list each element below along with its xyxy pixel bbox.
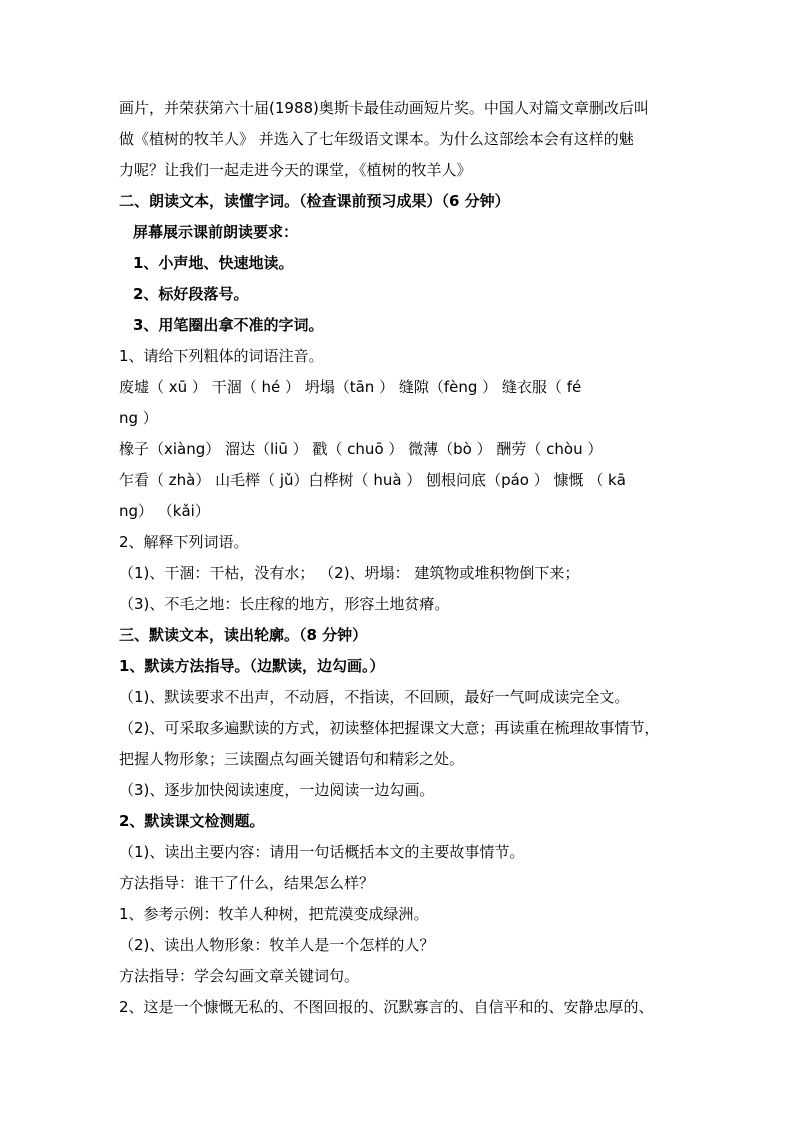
section-heading-line: 2、标好段落号。 [133,285,249,303]
paragraph-line: （3)、逐步加快阅读速度，一边阅读一边勾画。 [119,781,435,799]
paragraph-line: 方法指导：学会勾画文章关键词句。 [119,967,360,985]
paragraph-line: （3)、不毛之地：长庄稼的地方，形容土地贫瘠。 [119,595,450,613]
paragraph-line: 2、这是一个慷慨无私的、不图回报的、沉默寡言的、自信平和的、安静忠厚的、 [119,998,654,1016]
paragraph-line: 橡子（xiàng） 溜达（liū ） 戳（ chuō ） 微薄（bò ） 酬劳（ chòu ） [119,440,603,458]
paragraph-line: 做《植树的牧羊人》 并选入了七年级语文课本。为什么这部绘本会有这样的魅 [119,130,634,148]
paragraph-line: 把握人物形象；三读圈点勾画关键语句和精彩之处。 [119,750,465,768]
paragraph-line: ng） （kǎi） [119,502,210,520]
section-heading-line: 三、默读文本，读出轮廓。（8 分钟） [119,626,368,644]
section-heading-line: 1、小声地、快速地读。 [133,254,294,272]
paragraph-line: 废墟（ xū ） 干涸（ hé ） 坍塌（tān ） 缝隙（fèng ） 缝衣服（ fé [119,378,582,396]
paragraph-line: 方法指导：谁干了什么，结果怎么样？ [119,874,375,892]
paragraph-line: （2)、可采取多遍默读的方式，初读整体把握课文大意；再读重在梳理故事情节， [119,719,660,737]
section-heading-line: 1、默读方法指导。（边默读，边勾画。） [119,657,385,675]
paragraph-line: 1、请给下列粗体的词语注音。 [119,347,324,365]
paragraph-line: 力呢？让我们一起走进今天的课堂，《植树的牧羊人》 [119,161,472,179]
section-heading-line: 二、朗读文本，读懂字词。（检查课前预习成果）（6 分钟） [119,192,510,210]
document-page [119,93,689,1023]
paragraph-line: 1、参考示例：牧羊人种树，把荒漠变成绿洲。 [119,905,429,923]
paragraph-line: （2)、读出人物形象：牧羊人是一个怎样的人？ [119,936,435,954]
paragraph-line: ng ） [119,409,158,427]
section-heading-line: 屏幕展示课前朗读要求： [133,223,299,241]
paragraph-line: （1)、干涸：干枯，没有水； （2)、坍塌： 建筑物或堆积物倒下来； [119,564,580,582]
section-heading-line: 3、用笔圈出拿不准的字词。 [133,316,324,334]
section-heading-line: 2、默读课文检测题。 [119,812,265,830]
paragraph-line: 乍看（ zhà） 山毛榉（ jǔ）白桦树（ huà ） 刨根问底（páo ） 慷慨 （ kā [119,471,626,489]
paragraph-line: （1)、读出主要内容：请用一句话概括本文的主要故事情节。 [119,843,525,861]
paragraph-line: （1)、默读要求不出声，不动唇，不指读，不回顾，最好一气呵成读完全文。 [119,688,630,706]
paragraph-line: 画片，并荣获第六十届(1988)奥斯卡最佳动画短片奖。中国人对篇文章删改后叫 [119,99,649,117]
paragraph-line: 2、解释下列词语。 [119,533,249,551]
